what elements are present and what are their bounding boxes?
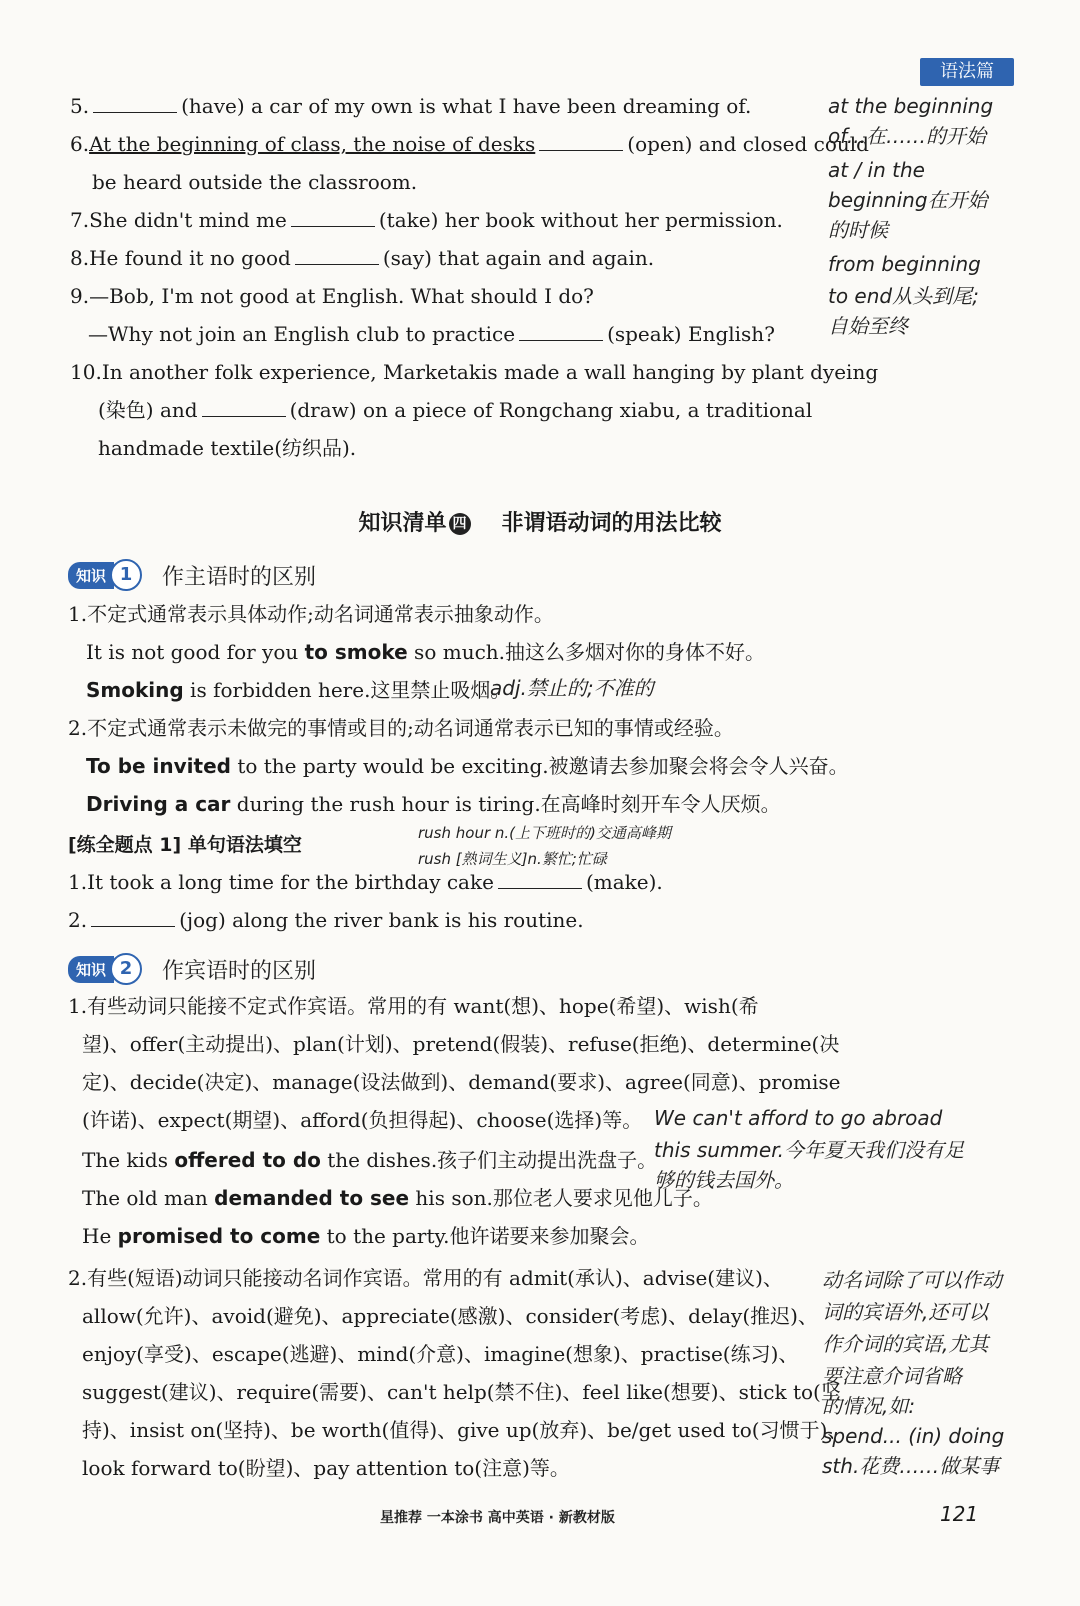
handwritten-note: beginning在开始 xyxy=(828,188,988,212)
handwritten-note-afford: 够的钱去国外。 xyxy=(654,1168,794,1192)
kp1-rule-2: 2.不定式通常表示未做完的事情或目的;动名词通常表示已知的事情或经验。 xyxy=(68,716,734,740)
exercise-10-cont-a: (染色) and (draw) on a piece of Rongchang xiabu, a traditional xyxy=(98,398,813,422)
practice-item-1: 1.It took a long time for the birthday cake (make). xyxy=(68,870,663,894)
kp2-example: The old man demanded to see his son.那位老人要求见他儿子。 xyxy=(82,1186,713,1210)
kp2-rule-line: 定)、decide(决定)、manage(设法做到)、demand(要求)、agree(同意)、promise xyxy=(82,1070,841,1094)
handwritten-note-gerund: spend... (in) doing xyxy=(822,1424,1005,1448)
kp2-rule2-line: look forward to(盼望)、pay attention to(注意)等。 xyxy=(82,1456,570,1480)
kp2-rule2-line: 持)、insist on(坚持)、be worth(值得)、give up(放弃)、be/get used to(习惯于)、 xyxy=(82,1418,848,1442)
kp2-example: He promised to come to the party.他许诺要来参加聚会。 xyxy=(82,1224,650,1248)
kp2-rule-line: 1.有些动词只能接不定式作宾语。常用的有 want(想)、hope(希望)、wish(希 xyxy=(68,994,759,1018)
handwritten-note: at the beginning xyxy=(828,94,994,118)
practice-heading: [练全题点 1] 单句语法填空 xyxy=(68,834,302,856)
handwritten-note-gerund: 要注意介词省略 xyxy=(822,1364,962,1388)
handwritten-note-afford: We can't afford to go abroad xyxy=(654,1106,943,1130)
kp2-rule-line: (许诺)、expect(期望)、afford(负担得起)、choose(选择)等。 xyxy=(82,1108,643,1132)
knowledge-point-1-header: 知识 1 作主语时的区别 xyxy=(68,560,316,590)
kp2-rule-line: 望)、offer(主动提出)、plan(计划)、pretend(假装)、refuse(拒绝)、determine(决 xyxy=(82,1032,840,1056)
exercise-9-cont: —Why not join an English club to practice (speak) English? xyxy=(88,322,775,346)
exercise-6-cont: be heard outside the classroom. xyxy=(92,170,418,194)
handwritten-note: 自始至终 xyxy=(828,314,908,338)
exercise-7: 7.She didn't mind me (take) her book without her permission. xyxy=(70,208,783,232)
section-title: 知识清单 四 非谓语动词的用法比较 xyxy=(358,511,722,536)
kp2-rule2-line: 2.有些(短语)动词只能接动名词作宾语。常用的有 admit(承认)、advise(建议)、 xyxy=(68,1266,783,1290)
exercise-5: 5. (have) a car of my own is what I have been dreaming of. xyxy=(70,94,752,118)
handwritten-note: at / in the xyxy=(828,158,925,182)
handwritten-note: to end从头到尾; xyxy=(828,284,979,308)
handwritten-note-rush-hour: rush hour n.(上下班时的)交通高峰期 xyxy=(418,824,671,842)
handwritten-note-gerund: 作介词的宾语,尤其 xyxy=(822,1332,989,1356)
handwritten-note: of...在……的开始 xyxy=(828,124,986,148)
knowledge-point-2-header: 知识 2 作宾语时的区别 xyxy=(68,954,316,984)
kp2-example: The kids offered to do the dishes.孩子们主动提出洗盘子。 xyxy=(82,1148,658,1172)
kp1-example-2: Smoking is forbidden here.这里禁止吸烟。 xyxy=(86,678,511,702)
handwritten-note-adj: adj.禁止的;不准的 xyxy=(490,676,654,700)
exercise-10: 10.In another folk experience, Marketakis made a wall hanging by plant dyeing xyxy=(70,360,879,384)
kp1-example-1: It is not good for you to smoke so much.抽这么多烟对你的身体不好。 xyxy=(86,640,766,664)
page-number: 121 xyxy=(940,1502,979,1526)
kp1-rule-1: 1.不定式通常表示具体动作;动名词通常表示抽象动作。 xyxy=(68,602,554,626)
kp1-example-3: To be invited to the party would be exciting.被邀请去参加聚会将会令人兴奋。 xyxy=(86,754,849,778)
handwritten-note-afford: this summer.今年夏天我们没有足 xyxy=(654,1138,964,1162)
exercise-6: 6.At the beginning of class, the noise of desks (open) and closed could xyxy=(70,132,869,156)
header-tag: 语法篇 xyxy=(920,58,1014,86)
kp2-rule2-line: suggest(建议)、require(需要)、can't help(禁不住)、feel like(想要)、stick to(坚 xyxy=(82,1380,841,1404)
handwritten-note-gerund: 的情况,如: xyxy=(822,1394,916,1418)
handwritten-note-rush: rush [熟词生义]n.繁忙;忙碌 xyxy=(418,850,607,868)
handwritten-note: 的时候 xyxy=(828,218,888,242)
handwritten-note-gerund: sth.花费……做某事 xyxy=(822,1454,1000,1478)
exercise-8: 8.He found it no good (say) that again and again. xyxy=(70,246,655,270)
kp1-example-4: Driving a car during the rush hour is tiring.在高峰时刻开车令人厌烦。 xyxy=(86,792,781,816)
handwritten-note-gerund: 词的宾语外,还可以 xyxy=(822,1300,989,1324)
handwritten-note-gerund: 动名词除了可以作动 xyxy=(822,1268,1002,1292)
kp2-rule2-line: enjoy(享受)、escape(逃避)、mind(介意)、imagine(想象)、practise(练习)、 xyxy=(82,1342,799,1366)
exercise-10-cont-b: handmade textile(纺织品). xyxy=(98,436,357,460)
kp2-rule2-line: allow(允许)、avoid(避免)、appreciate(感激)、consider(考虑)、delay(推迟)、 xyxy=(82,1304,818,1328)
handwritten-note: from beginning xyxy=(828,252,981,276)
practice-item-2: 2. (jog) along the river bank is his routine. xyxy=(68,908,584,932)
exercise-9: 9.—Bob, I'm not good at English. What should I do? xyxy=(70,284,594,308)
footer-text: 星推荐 一本涂书 高中英语 · 新教材版 xyxy=(380,1510,615,1526)
